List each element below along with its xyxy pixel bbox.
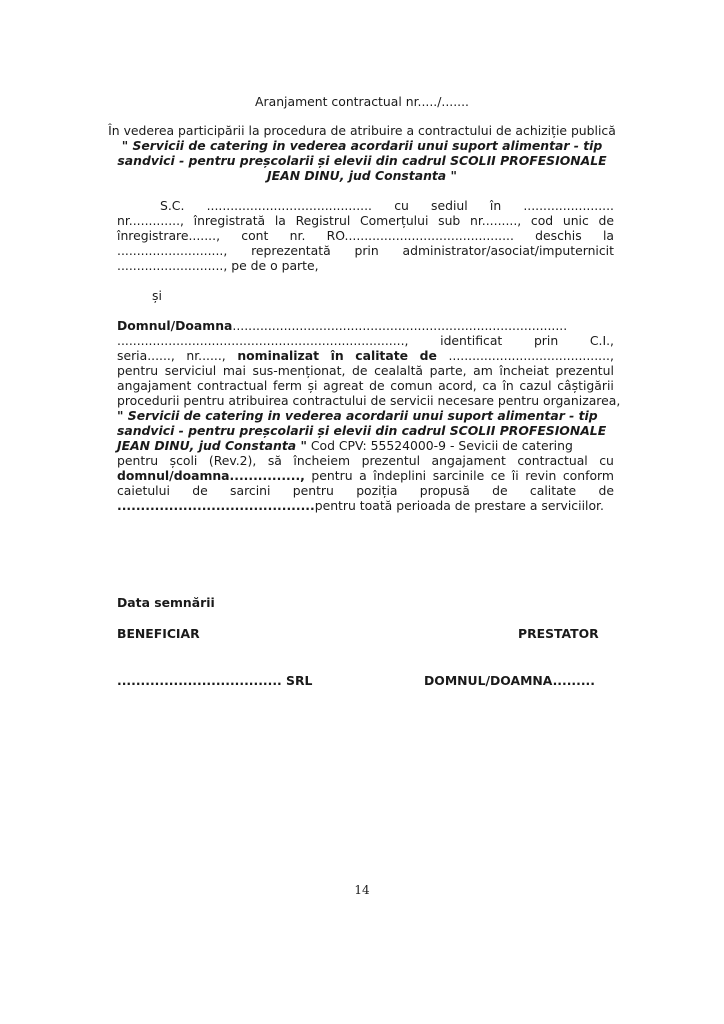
intro-line-4: JEAN DINU, jud Constanta " [267, 168, 457, 183]
party2-line-6: procedurii pentru atribuirea contractului de servicii necesare pentru organizarea, [117, 393, 621, 408]
intro-line-1: În vederea participării la procedura de atribuire a contractului de achiziție publică [108, 123, 616, 138]
conjunction-si: și [152, 288, 162, 303]
party2-line-4: pentru serviciul mai sus-menționat, de cealaltă parte, am încheiat prezentul [117, 363, 614, 378]
beneficiary-signature-line: ................................... SRL [117, 673, 313, 688]
party1-line-2: nr............., înregistrată la Registrul Comerțului sub nr........., cod unic de [117, 213, 614, 228]
party2-line-5: angajament contractual ferm și agreat de comun acord, ca în cazul câștigării [117, 378, 614, 393]
party2-line-11: domnul/doamna..............., pentru a îndeplini sarcinile ce îi revin conform [117, 468, 614, 483]
party2-line-12: caietului de sarcini pentru poziția propusă de calitate de [117, 483, 614, 498]
page-number: 14 [354, 883, 370, 897]
provider-signature-line: DOMNUL/DOAMNA......... [424, 673, 595, 688]
party1-line-5: ..........................., pe de o parte, [117, 258, 319, 273]
provider-label: PRESTATOR [518, 626, 599, 641]
party1-line-4: ..........................., reprezentată prin administrator/asociat/imputernicit [117, 243, 614, 258]
party1-line-1: S.C. .......................................... cu sediul în ....................... [160, 198, 614, 213]
party1-line-3: înregistrare......., cont nr. RO........................................... deschis la [117, 228, 614, 243]
party2-line-9: JEAN DINU, jud Constanta " Cod CPV: 55524000-9 - Sevicii de catering [117, 438, 573, 453]
party2-line-10: pentru școli (Rev.2), să încheiem prezentul angajament contractual cu [117, 453, 614, 468]
party2-line-13: ..........................................pentru toată perioada de prestare a serviciilor. [117, 498, 604, 513]
party2-line-1: Domnul/Doamna..................................................................................... [117, 318, 568, 333]
beneficiary-label: BENEFICIAR [117, 626, 200, 641]
signature-date-label: Data semnării [117, 595, 215, 610]
party2-line-7: " Servicii de catering in vederea acordarii unui suport alimentar - tip [117, 408, 598, 423]
party2-line-2: ........................................................................., identificat prin C.I., [117, 333, 614, 348]
party2-line-3: seria......, nr......, nominalizat în calitate de ........................................., [117, 348, 614, 363]
intro-line-3: sandvici - pentru preșcolarii și elevii din cadrul SCOLII PROFESIONALE [117, 153, 607, 168]
intro-line-2: " Servicii de catering in vederea acordarii unui suport alimentar - tip [121, 138, 603, 153]
document-title: Aranjament contractual nr...../....... [255, 94, 469, 109]
party2-line-8: sandvici - pentru preșcolarii și elevii din cadrul SCOLII PROFESIONALE [117, 423, 607, 438]
